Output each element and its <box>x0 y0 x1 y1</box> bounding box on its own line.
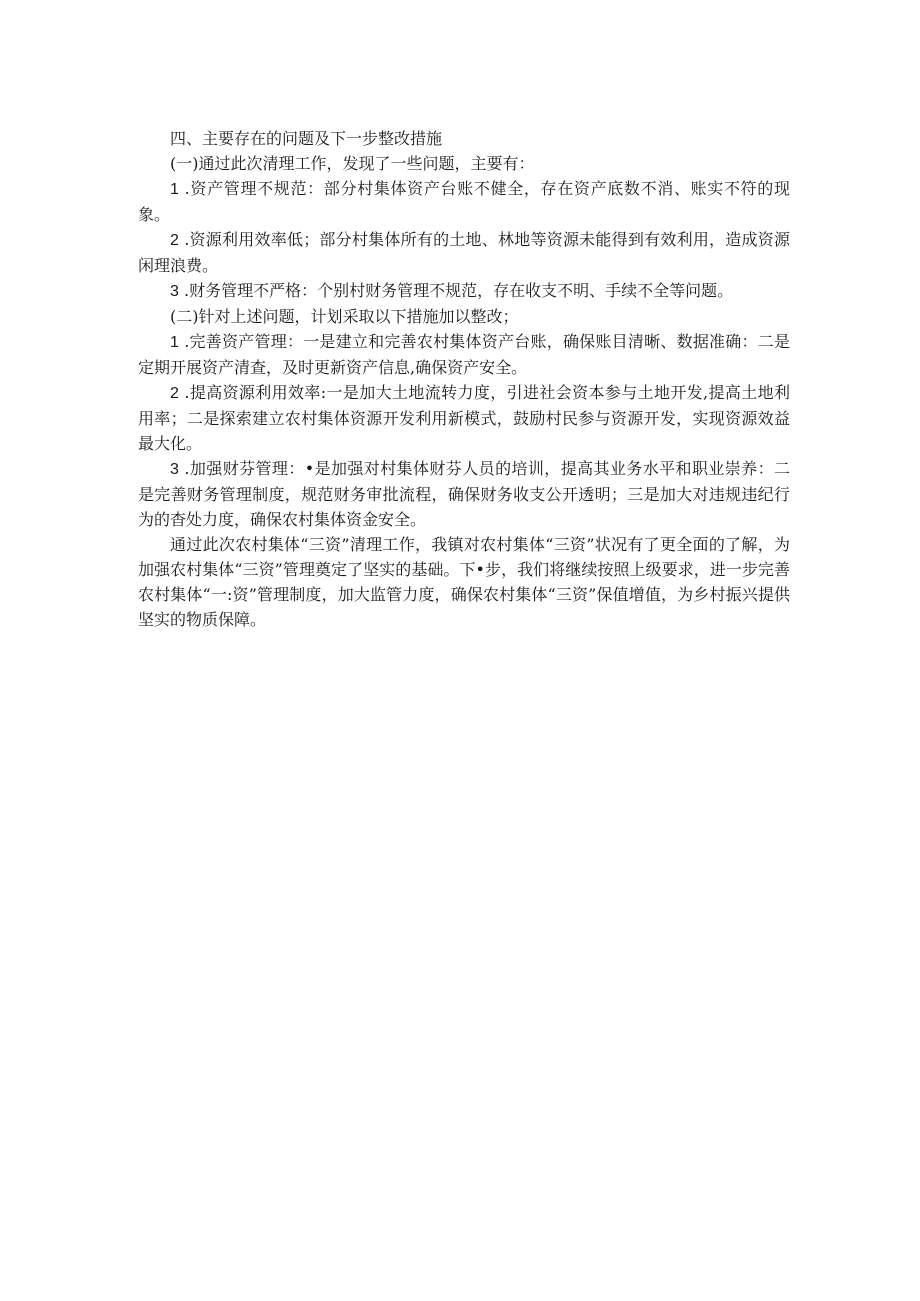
problem-text: .财务管理不严格：个别村财务管理不规范，存在收支不明、手续不全等问题。 <box>178 281 734 300</box>
measure-item-1 <box>138 329 790 380</box>
measure-number: 2 <box>170 385 179 402</box>
problem-item-3 <box>138 278 790 304</box>
problem-text: .资产管理不规范：部分村集体资产台账不健全，存在资产底数不消、账实不符的现象。 <box>138 179 790 224</box>
problem-item-1 <box>138 176 790 227</box>
problem-item-2 <box>138 227 790 278</box>
problems-heading: (一)通过此次清理工作，发现了一些问题，主要有： <box>170 154 535 173</box>
measure-text: .加强财芬管理：•是加强对村集体财芬人员的培训，提高其业务水平和职业崇养：二是完善财务管理制度，规范财务审批流程，确保财务收支公开透明；三是加大对违规违纪行为的杳处力度，确保农村集体资金安全。 <box>138 459 790 529</box>
document-body <box>138 126 790 632</box>
section-title: 四、主要存在的问题及下一步整改措施 <box>170 129 443 148</box>
measure-number: 3 <box>170 461 179 478</box>
conclusion-paragraph: 通过此次农村集体“三资”清理工作，我镇对农村集体“三资”状况有了更全面的了解，为加强农村集体“三资”管理奠定了坚实的基础。下•步，我们将继续按照上级要求，进一步完善农村集体“一:资”管理制度，加大监管力度，确保农村集体“三资”保值增值，为乡村振兴提供坚实的物质保障。 <box>138 535 790 629</box>
measure-item-3 <box>138 456 790 532</box>
problem-number: 1 <box>170 181 179 198</box>
problem-text: .资源利用效率低；部分村集体所有的土地、林地等资源未能得到有效利用，造成资源闲理浪费。 <box>138 230 790 275</box>
measure-text: .完善资产管理：一是建立和完善农村集体资产台账，确保账目清晰、数据准确：二是定期开展资产清查，及时更新资产信息,确保资产安全。 <box>138 332 790 377</box>
problem-number: 3 <box>170 283 179 300</box>
measure-text: .提高资源利用效率:一是加大土地流转力度，引进社会资本参与土地开发,提高土地利用率；二是探索建立农村集体资源开发利用新模式，鼓励村民参与资源开发，实现资源效益最大化。 <box>138 383 790 453</box>
measures-heading: (二)针对上述问题，计划采取以下措施加以整改； <box>170 307 519 326</box>
measure-item-2 <box>138 380 790 456</box>
measure-number: 1 <box>170 334 179 351</box>
problem-number: 2 <box>170 232 179 249</box>
